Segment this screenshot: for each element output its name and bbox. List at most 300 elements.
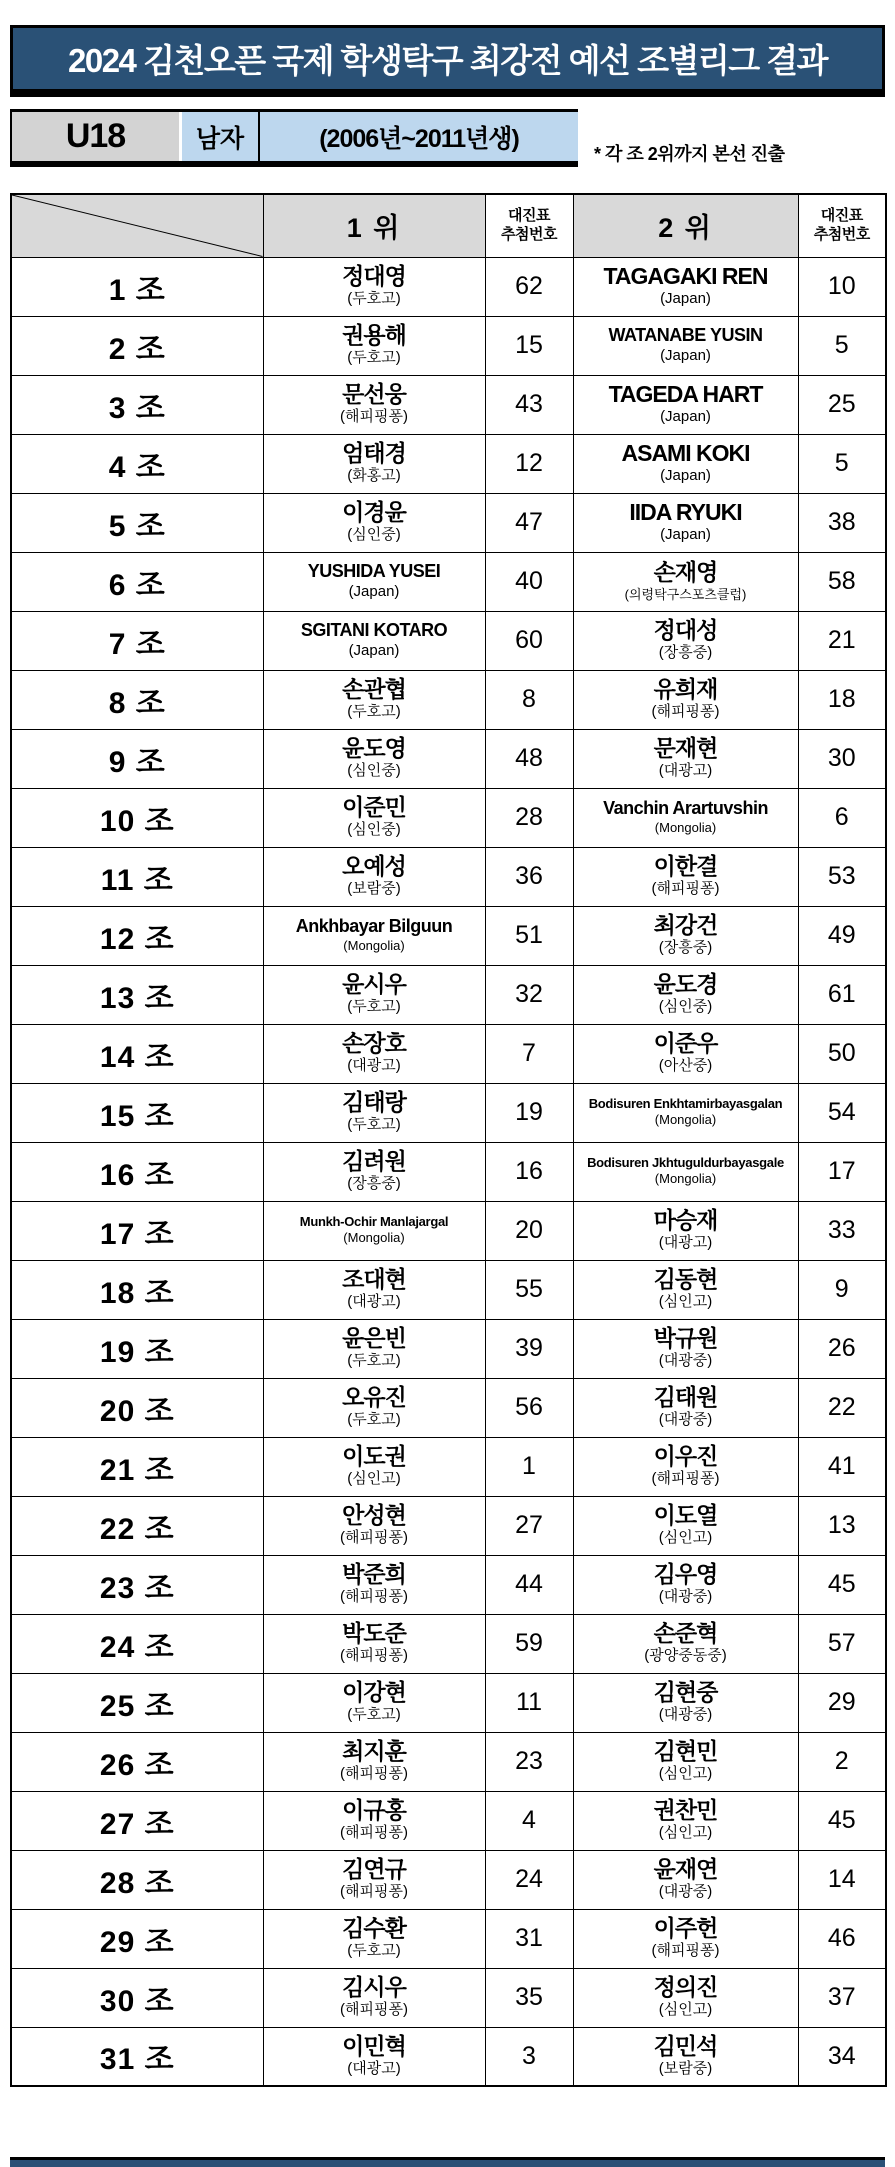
header-draw-line1: 대진표 [820, 207, 863, 224]
group-label: 20 조 [11, 1378, 263, 1437]
second-place-name: WATANABE YUSIN [608, 324, 763, 345]
group-label: 18 조 [11, 1260, 263, 1319]
first-place-name: 오예성 [342, 852, 406, 879]
second-place-cell [573, 1555, 798, 1614]
second-place-affiliation: (장흥중) [658, 644, 713, 662]
second-place-cell [573, 906, 798, 965]
first-place-draw-number: 56 [485, 1378, 573, 1437]
first-place-name: 윤도영 [342, 734, 406, 761]
group-label: 7 조 [11, 611, 263, 670]
first-place-draw-number: 20 [485, 1201, 573, 1260]
first-place-name: 김연규 [342, 1855, 406, 1882]
header-second-place: 2 위 [573, 194, 798, 257]
second-place-name: 김현민 [653, 1737, 718, 1764]
second-place-cell [573, 1319, 798, 1378]
second-place-name: 윤재연 [653, 1855, 718, 1882]
first-place-cell [263, 552, 485, 611]
first-place-affiliation: (Japan) [348, 582, 400, 600]
group-label: 28 조 [11, 1850, 263, 1909]
first-place-draw-number: 12 [485, 434, 573, 493]
first-place-cell [263, 1201, 485, 1260]
table-row [11, 1319, 886, 1378]
second-place-name: 유희재 [653, 675, 718, 702]
group-label: 10 조 [11, 788, 263, 847]
second-place-cell [573, 1496, 798, 1555]
second-place-name: 김현중 [653, 1678, 718, 1705]
first-place-name: Munkh-Ochir Manlajargal [299, 1213, 449, 1229]
first-place-cell [263, 1260, 485, 1319]
first-place-draw-number: 44 [485, 1555, 573, 1614]
second-place-cell [573, 1024, 798, 1083]
table-row [11, 375, 886, 434]
group-label: 5 조 [11, 493, 263, 552]
category-strip-row [10, 109, 885, 167]
first-place-cell [263, 1673, 485, 1732]
first-place-draw-number: 23 [485, 1732, 573, 1791]
first-place-name: 안성현 [342, 1501, 406, 1528]
second-place-name: 김민석 [653, 2032, 718, 2059]
first-place-name: Ankhbayar Bilguun [295, 915, 453, 936]
second-place-cell [573, 1201, 798, 1260]
group-label: 29 조 [11, 1909, 263, 1968]
second-place-name: 문재현 [653, 734, 718, 761]
second-place-cell [573, 2027, 798, 2086]
header-draw-line2: 추첨번호 [501, 225, 557, 243]
first-place-draw-number: 60 [485, 611, 573, 670]
first-place-draw-number: 16 [485, 1142, 573, 1201]
table-row [11, 1909, 886, 1968]
first-place-affiliation: (두호고) [347, 1116, 401, 1134]
first-place-cell [263, 729, 485, 788]
second-place-affiliation: (Japan) [660, 526, 711, 544]
second-place-cell [573, 611, 798, 670]
second-place-cell [573, 257, 798, 316]
second-place-draw-number: 5 [798, 316, 886, 375]
first-place-draw-number: 28 [485, 788, 573, 847]
first-place-draw-number: 27 [485, 1496, 573, 1555]
second-place-draw-number: 30 [798, 729, 886, 788]
second-place-name: 이도열 [653, 1501, 718, 1528]
second-place-cell [573, 788, 798, 847]
title-banner [10, 25, 885, 97]
first-place-affiliation: (대광고) [347, 1057, 401, 1075]
first-place-cell [263, 1496, 485, 1555]
second-place-cell [573, 1732, 798, 1791]
second-place-draw-number: 13 [798, 1496, 886, 1555]
advance-note: * 각 조 2위까지 본선 진출 [594, 144, 785, 164]
first-place-cell [263, 257, 485, 316]
first-place-draw-number: 11 [485, 1673, 573, 1732]
group-label: 14 조 [11, 1024, 263, 1083]
group-label: 11 조 [11, 847, 263, 906]
second-place-draw-number: 45 [798, 1555, 886, 1614]
group-label: 26 조 [11, 1732, 263, 1791]
group-label: 1 조 [11, 257, 263, 316]
second-place-draw-number: 45 [798, 1791, 886, 1850]
first-place-affiliation: (두호고) [347, 703, 401, 721]
second-place-affiliation: (대광고) [658, 762, 713, 780]
first-place-name: 오유진 [342, 1383, 406, 1410]
next-section-banner [10, 2157, 885, 2167]
table-row [11, 1555, 886, 1614]
second-place-draw-number: 33 [798, 1201, 886, 1260]
second-place-cell [573, 965, 798, 1024]
first-place-draw-number: 7 [485, 1024, 573, 1083]
second-place-affiliation: (대광고) [658, 1234, 713, 1252]
second-place-name: Bodisuren Jkhtuguldurbayasgale [587, 1154, 784, 1170]
first-place-affiliation: (해피핑퐁) [340, 1529, 408, 1547]
category-strip [10, 109, 578, 167]
header-draw-number-1 [485, 194, 573, 257]
first-place-affiliation: (해피핑퐁) [340, 1765, 408, 1783]
second-place-affiliation: (의령탁구스포츠클럽) [624, 586, 747, 602]
first-place-name: YUSHIDA YUSEI [307, 560, 441, 581]
second-place-name: 박규원 [653, 1324, 718, 1351]
first-place-draw-number: 35 [485, 1968, 573, 2027]
table-row [11, 1437, 886, 1496]
second-place-name: 마승재 [653, 1206, 718, 1233]
table-row [11, 1732, 886, 1791]
first-place-name: 손장호 [342, 1029, 406, 1056]
second-place-cell [573, 1968, 798, 2027]
table-row [11, 1083, 886, 1142]
first-place-draw-number: 59 [485, 1614, 573, 1673]
second-place-affiliation: (광양중동중) [644, 1647, 727, 1665]
second-place-cell [573, 434, 798, 493]
second-place-draw-number: 18 [798, 670, 886, 729]
group-label: 30 조 [11, 1968, 263, 2027]
first-place-draw-number: 4 [485, 1791, 573, 1850]
second-place-cell [573, 1791, 798, 1850]
second-place-affiliation: (Mongolia) [654, 819, 717, 835]
first-place-draw-number: 8 [485, 670, 573, 729]
corner-cell [11, 194, 263, 257]
second-place-affiliation: (심인고) [658, 1765, 713, 1783]
table-row [11, 316, 886, 375]
second-place-affiliation: (해피핑퐁) [651, 703, 720, 721]
first-place-draw-number: 40 [485, 552, 573, 611]
second-place-name: 권찬민 [653, 1796, 718, 1823]
group-label: 17 조 [11, 1201, 263, 1260]
group-label: 12 조 [11, 906, 263, 965]
second-place-draw-number: 6 [798, 788, 886, 847]
first-place-affiliation: (해피핑퐁) [340, 408, 408, 426]
second-place-cell [573, 1673, 798, 1732]
second-place-draw-number: 9 [798, 1260, 886, 1319]
first-place-name: 이경윤 [342, 498, 406, 525]
group-label: 3 조 [11, 375, 263, 434]
second-place-cell [573, 670, 798, 729]
table-body [11, 257, 886, 2086]
first-place-name: 이규홍 [342, 1796, 406, 1823]
first-place-affiliation: (심인고) [347, 1470, 401, 1488]
second-place-affiliation: (Japan) [660, 290, 711, 308]
header-draw-line2: 추첨번호 [813, 225, 870, 243]
second-place-draw-number: 26 [798, 1319, 886, 1378]
second-place-affiliation: (Japan) [660, 346, 711, 364]
first-place-draw-number: 3 [485, 2027, 573, 2086]
header-draw-number-2 [798, 194, 886, 257]
first-place-name: 윤은빈 [342, 1324, 406, 1351]
table-row [11, 1614, 886, 1673]
table-row [11, 847, 886, 906]
table-row [11, 1142, 886, 1201]
first-place-affiliation: (해피핑퐁) [340, 1824, 408, 1842]
second-place-draw-number: 50 [798, 1024, 886, 1083]
second-place-affiliation: (심인고) [658, 2001, 713, 2019]
second-place-name: 손준혁 [653, 1619, 718, 1646]
second-place-name: 손재영 [653, 559, 718, 586]
first-place-name: 조대현 [342, 1265, 406, 1292]
first-place-name: 문선웅 [342, 380, 406, 407]
first-place-cell [263, 375, 485, 434]
gender-label: 남자 [182, 112, 260, 161]
first-place-affiliation: (두호고) [347, 1706, 401, 1724]
second-place-affiliation: (심인중) [658, 998, 713, 1016]
group-label: 13 조 [11, 965, 263, 1024]
table-row [11, 1850, 886, 1909]
first-place-name: 김태랑 [342, 1088, 406, 1115]
first-place-name: 이강현 [342, 1678, 406, 1705]
first-place-affiliation: (두호고) [347, 349, 401, 367]
first-place-affiliation: (해피핑퐁) [340, 1883, 408, 1901]
second-place-affiliation: (보람중) [658, 2060, 713, 2078]
first-place-affiliation: (대광고) [347, 1293, 401, 1311]
first-place-cell [263, 1614, 485, 1673]
second-place-name: 김태원 [653, 1383, 718, 1410]
group-label: 19 조 [11, 1319, 263, 1378]
second-place-name: IIDA RYUKI [629, 498, 742, 525]
first-place-cell [263, 1024, 485, 1083]
first-place-name: 최지훈 [342, 1737, 406, 1764]
first-place-name: 박도준 [342, 1619, 406, 1646]
second-place-cell [573, 1260, 798, 1319]
second-place-affiliation: (대광중) [658, 1706, 713, 1724]
second-place-cell [573, 1083, 798, 1142]
table-row [11, 1201, 886, 1260]
birth-years-label: (2006년~2011년생) [260, 112, 578, 161]
first-place-affiliation: (심인중) [347, 526, 401, 544]
table-row [11, 1496, 886, 1555]
table-row [11, 670, 886, 729]
second-place-draw-number: 14 [798, 1850, 886, 1909]
first-place-affiliation: (Japan) [348, 641, 400, 659]
second-place-name: 김우영 [653, 1560, 718, 1587]
second-place-name: 이준우 [653, 1029, 718, 1056]
table-row [11, 788, 886, 847]
first-place-draw-number: 51 [485, 906, 573, 965]
table-row [11, 2027, 886, 2086]
first-place-cell [263, 670, 485, 729]
second-place-name: Vanchin Arartuvshin [603, 797, 768, 818]
header-draw-line1: 대진표 [508, 207, 550, 224]
diagonal-line-icon [12, 195, 263, 257]
group-label: 6 조 [11, 552, 263, 611]
group-label: 31 조 [11, 2027, 263, 2086]
second-place-affiliation: (해피핑퐁) [651, 1470, 720, 1488]
group-label: 21 조 [11, 1437, 263, 1496]
first-place-name: 정대영 [342, 262, 406, 289]
table-row [11, 1673, 886, 1732]
second-place-name: 정의진 [653, 1973, 718, 2000]
table-row [11, 1378, 886, 1437]
second-place-cell [573, 1850, 798, 1909]
first-place-cell [263, 493, 485, 552]
first-place-cell [263, 906, 485, 965]
first-place-affiliation: (해피핑퐁) [340, 1588, 408, 1606]
first-place-cell [263, 965, 485, 1024]
first-place-draw-number: 19 [485, 1083, 573, 1142]
second-place-affiliation: (심인고) [658, 1824, 713, 1842]
first-place-cell [263, 1319, 485, 1378]
second-place-draw-number: 57 [798, 1614, 886, 1673]
first-place-affiliation: (두호고) [347, 1942, 401, 1960]
first-place-draw-number: 1 [485, 1437, 573, 1496]
second-place-cell [573, 493, 798, 552]
second-place-affiliation: (Mongolia) [654, 1112, 717, 1128]
first-place-cell [263, 1850, 485, 1909]
first-place-draw-number: 62 [485, 257, 573, 316]
table-row [11, 1260, 886, 1319]
first-place-name: 박준희 [342, 1560, 406, 1587]
table-row [11, 257, 886, 316]
group-label: 2 조 [11, 316, 263, 375]
second-place-draw-number: 29 [798, 1673, 886, 1732]
first-place-draw-number: 36 [485, 847, 573, 906]
group-label: 15 조 [11, 1083, 263, 1142]
first-place-affiliation: (해피핑퐁) [340, 2001, 408, 2019]
first-place-affiliation: (해피핑퐁) [340, 1647, 408, 1665]
first-place-affiliation: (화홍고) [347, 467, 401, 485]
second-place-affiliation: (해피핑퐁) [651, 1942, 720, 1960]
page-title: 2024 김천오픈 국제 학생탁구 최강전 예선 조별리그 결과 [67, 42, 828, 79]
first-place-draw-number: 47 [485, 493, 573, 552]
second-place-affiliation: (대광중) [658, 1883, 713, 1901]
first-place-cell [263, 1378, 485, 1437]
first-place-cell [263, 1909, 485, 1968]
first-place-cell [263, 316, 485, 375]
table-row [11, 965, 886, 1024]
second-place-name: 윤도경 [653, 970, 718, 997]
second-place-name: 김동현 [653, 1265, 718, 1292]
group-label: 24 조 [11, 1614, 263, 1673]
first-place-cell [263, 847, 485, 906]
first-place-affiliation: (두호고) [347, 290, 401, 308]
first-place-draw-number: 43 [485, 375, 573, 434]
first-place-affiliation: (두호고) [347, 1411, 401, 1429]
second-place-cell [573, 729, 798, 788]
first-place-cell [263, 1142, 485, 1201]
second-place-name: 정대성 [653, 616, 718, 643]
group-label: 4 조 [11, 434, 263, 493]
first-place-affiliation: (심인중) [347, 762, 401, 780]
group-label: 9 조 [11, 729, 263, 788]
second-place-draw-number: 22 [798, 1378, 886, 1437]
first-place-draw-number: 55 [485, 1260, 573, 1319]
second-place-affiliation: (심인고) [658, 1529, 713, 1547]
second-place-draw-number: 53 [798, 847, 886, 906]
second-place-cell [573, 316, 798, 375]
second-place-draw-number: 58 [798, 552, 886, 611]
division-label: U18 [12, 112, 182, 161]
group-label: 25 조 [11, 1673, 263, 1732]
second-place-affiliation: (아산중) [658, 1057, 713, 1075]
second-place-draw-number: 21 [798, 611, 886, 670]
first-place-affiliation: (Mongolia) [343, 937, 405, 953]
second-place-affiliation: (심인고) [658, 1293, 713, 1311]
first-place-affiliation: (두호고) [347, 998, 401, 1016]
first-place-affiliation: (두호고) [347, 1352, 401, 1370]
second-place-cell [573, 1437, 798, 1496]
table-row [11, 906, 886, 965]
first-place-name: 이도권 [342, 1442, 406, 1469]
group-label: 27 조 [11, 1791, 263, 1850]
first-place-cell [263, 2027, 485, 2086]
first-place-name: 손관협 [342, 675, 406, 702]
first-place-cell [263, 788, 485, 847]
second-place-cell [573, 1909, 798, 1968]
first-place-cell [263, 1437, 485, 1496]
second-place-draw-number: 37 [798, 1968, 886, 2027]
table-row [11, 729, 886, 788]
first-place-draw-number: 48 [485, 729, 573, 788]
first-place-name: 권용해 [342, 321, 406, 348]
second-place-cell [573, 847, 798, 906]
second-place-name: 이한결 [653, 852, 718, 879]
second-place-name: 이우진 [653, 1442, 718, 1469]
second-place-draw-number: 49 [798, 906, 886, 965]
second-place-name: Bodisuren Enkhtamirbayasgalan [588, 1095, 783, 1111]
second-place-draw-number: 25 [798, 375, 886, 434]
second-place-cell [573, 1378, 798, 1437]
group-label: 22 조 [11, 1496, 263, 1555]
second-place-draw-number: 46 [798, 1909, 886, 1968]
first-place-name: 엄태경 [342, 439, 406, 466]
first-place-name: 김려원 [342, 1147, 406, 1174]
second-place-draw-number: 38 [798, 493, 886, 552]
group-label: 8 조 [11, 670, 263, 729]
first-place-affiliation: (Mongolia) [343, 1230, 405, 1246]
second-place-draw-number: 41 [798, 1437, 886, 1496]
first-place-draw-number: 32 [485, 965, 573, 1024]
first-place-cell [263, 1732, 485, 1791]
first-place-affiliation: (보람중) [347, 880, 401, 898]
first-place-affiliation: (장흥중) [347, 1175, 401, 1193]
group-label: 23 조 [11, 1555, 263, 1614]
first-place-name: SGITANI KOTARO [300, 619, 448, 640]
first-place-draw-number: 31 [485, 1909, 573, 1968]
second-place-draw-number: 34 [798, 2027, 886, 2086]
results-table [10, 193, 887, 2087]
second-place-affiliation: (대광중) [658, 1411, 713, 1429]
table-row [11, 434, 886, 493]
second-place-name: ASAMI KOKI [621, 439, 750, 466]
first-place-cell [263, 611, 485, 670]
second-place-cell [573, 375, 798, 434]
table-row [11, 1791, 886, 1850]
second-place-affiliation: (Japan) [660, 467, 711, 485]
first-place-draw-number: 39 [485, 1319, 573, 1378]
table-row [11, 611, 886, 670]
second-place-name: TAGEDA HART [608, 380, 763, 407]
first-place-name: 이준민 [342, 793, 406, 820]
first-place-affiliation: (심인중) [347, 821, 401, 839]
first-place-cell [263, 1555, 485, 1614]
second-place-affiliation: (장흥중) [658, 939, 713, 957]
header-first-place: 1 위 [263, 194, 485, 257]
second-place-draw-number: 61 [798, 965, 886, 1024]
second-place-draw-number: 17 [798, 1142, 886, 1201]
